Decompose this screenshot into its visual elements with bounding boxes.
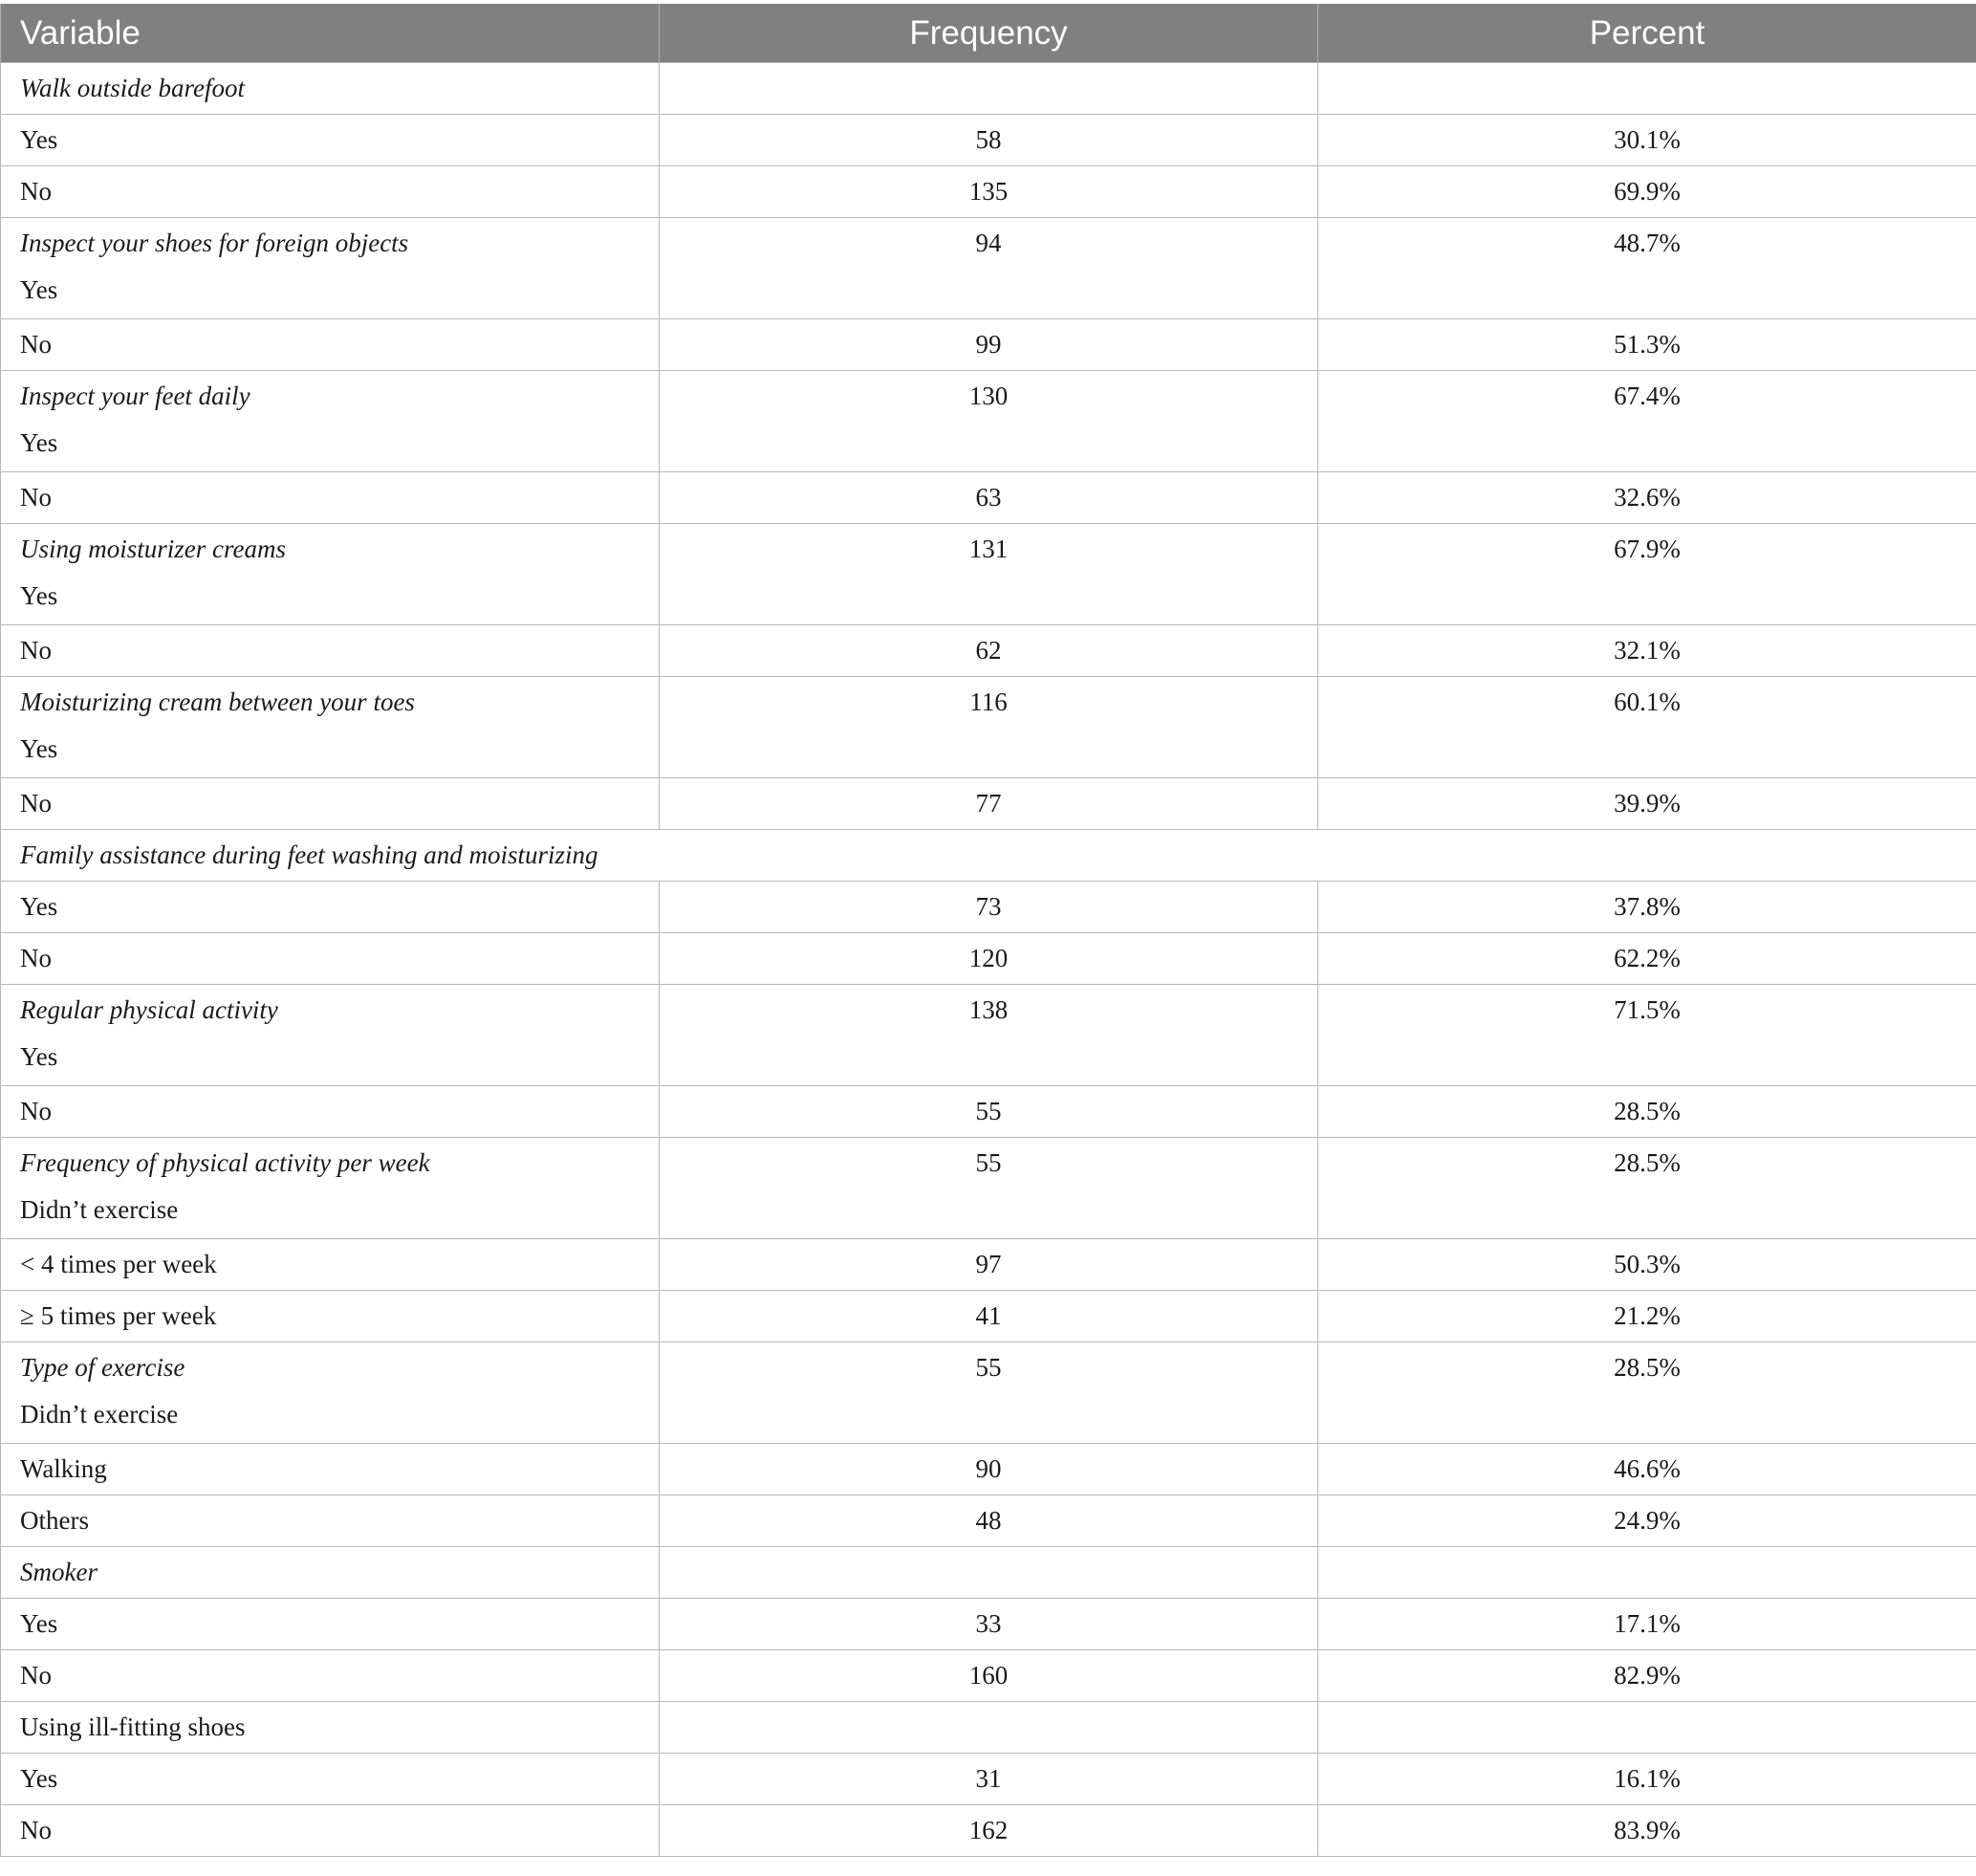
row-label: Walking — [20, 1454, 107, 1483]
category-label: Frequency of physical activity per week — [20, 1148, 430, 1177]
row-label: Yes — [20, 125, 58, 154]
variable-cell — [1, 218, 660, 319]
variable-cell — [1, 1702, 660, 1754]
variable-cell — [1, 1754, 660, 1805]
frequency-cell — [660, 1702, 1318, 1754]
row-label: Yes — [20, 892, 58, 921]
variable-cell — [1, 472, 660, 524]
frequency-cell: 97 — [660, 1239, 1318, 1291]
row-label: < 4 times per week — [20, 1250, 217, 1278]
variable-cell — [1, 1239, 660, 1291]
variable-cell — [1, 1805, 660, 1857]
row-sublabel: Yes — [20, 428, 58, 457]
percent-cell: 50.3% — [1318, 1239, 1976, 1291]
percent-cell: 82.9% — [1318, 1650, 1976, 1702]
row-label: ≥ 5 times per week — [20, 1301, 217, 1330]
row-label: Yes — [20, 1764, 58, 1793]
frequency-cell: 73 — [660, 882, 1318, 933]
table-row — [1, 319, 1976, 371]
variable-cell — [1, 830, 1976, 882]
table-row — [1, 524, 1976, 625]
row-label: No — [20, 1097, 52, 1125]
percent-cell: 32.1% — [1318, 625, 1976, 677]
category-label: Using moisturizer creams — [20, 534, 287, 563]
variable-cell — [1, 166, 660, 218]
row-label: No — [20, 1816, 52, 1844]
percent-cell: 28.5% — [1318, 1342, 1976, 1444]
variable-cell — [1, 1599, 660, 1650]
variable-cell — [1, 1342, 660, 1444]
table-body — [1, 63, 1976, 1857]
percent-cell: 37.8% — [1318, 882, 1976, 933]
row-label: No — [20, 177, 52, 206]
variable-cell — [1, 1650, 660, 1702]
table-row — [1, 1239, 1976, 1291]
percent-cell: 83.9% — [1318, 1805, 1976, 1857]
table-row — [1, 778, 1976, 830]
table-row — [1, 625, 1976, 677]
variable-cell — [1, 1547, 660, 1599]
frequency-cell — [660, 63, 1318, 115]
percent-cell: 71.5% — [1318, 985, 1976, 1086]
percent-cell: 46.6% — [1318, 1444, 1976, 1495]
table-row — [1, 1754, 1976, 1805]
percent-cell: 28.5% — [1318, 1138, 1976, 1239]
frequency-cell: 31 — [660, 1754, 1318, 1805]
table-row — [1, 1086, 1976, 1138]
category-label: Inspect your feet daily — [20, 382, 250, 410]
frequency-cell: 94 — [660, 218, 1318, 319]
table-row — [1, 472, 1976, 524]
row-label: No — [20, 636, 52, 665]
variable-cell — [1, 524, 660, 625]
category-label: Moisturizing cream between your toes — [20, 687, 415, 716]
percent-cell — [1318, 1702, 1976, 1754]
variable-cell — [1, 1444, 660, 1495]
percent-cell: 67.4% — [1318, 371, 1976, 472]
variable-cell — [1, 371, 660, 472]
table-row — [1, 1495, 1976, 1547]
percent-cell: 16.1% — [1318, 1754, 1976, 1805]
table-header — [1, 4, 1976, 63]
table-row — [1, 1599, 1976, 1650]
row-sublabel: Yes — [20, 581, 58, 610]
table-row — [1, 1805, 1976, 1857]
table-row — [1, 1547, 1976, 1599]
frequency-cell: 120 — [660, 933, 1318, 985]
row-label: Others — [20, 1506, 89, 1535]
row-label: Using ill-fitting shoes — [20, 1712, 246, 1741]
percent-cell — [1318, 63, 1976, 115]
row-label: No — [20, 1661, 52, 1690]
percent-cell — [1318, 1547, 1976, 1599]
frequency-cell: 55 — [660, 1086, 1318, 1138]
header-percent: Percent — [1318, 4, 1976, 63]
table-row — [1, 115, 1976, 166]
category-label: Regular physical activity — [20, 995, 278, 1024]
frequency-cell: 41 — [660, 1291, 1318, 1342]
percent-cell: 30.1% — [1318, 115, 1976, 166]
variable-cell — [1, 63, 660, 115]
percent-cell: 60.1% — [1318, 677, 1976, 778]
table-row — [1, 1291, 1976, 1342]
category-label: Walk outside barefoot — [20, 74, 245, 102]
table-row — [1, 63, 1976, 115]
category-label: Family assistance during feet washing and moisturizing — [20, 840, 598, 869]
category-label: Type of exercise — [20, 1353, 185, 1382]
frequency-cell: 63 — [660, 472, 1318, 524]
frequency-cell — [660, 1547, 1318, 1599]
table-row — [1, 830, 1976, 882]
percent-cell: 24.9% — [1318, 1495, 1976, 1547]
table-row — [1, 371, 1976, 472]
percent-cell: 67.9% — [1318, 524, 1976, 625]
percent-cell: 39.9% — [1318, 778, 1976, 830]
frequency-cell: 116 — [660, 677, 1318, 778]
header-frequency: Frequency — [660, 4, 1318, 63]
variable-cell — [1, 1291, 660, 1342]
frequency-cell: 99 — [660, 319, 1318, 371]
variable-cell — [1, 985, 660, 1086]
variable-cell — [1, 625, 660, 677]
table-row — [1, 882, 1976, 933]
table-row — [1, 1702, 1976, 1754]
frequency-cell: 33 — [660, 1599, 1318, 1650]
category-label: Smoker — [20, 1558, 98, 1586]
row-label: No — [20, 483, 52, 512]
variable-cell — [1, 319, 660, 371]
variable-cell — [1, 933, 660, 985]
results-table — [0, 4, 1976, 1857]
frequency-cell: 90 — [660, 1444, 1318, 1495]
table-row — [1, 1138, 1976, 1239]
percent-cell: 17.1% — [1318, 1599, 1976, 1650]
table-row — [1, 166, 1976, 218]
frequency-cell: 130 — [660, 371, 1318, 472]
percent-cell: 69.9% — [1318, 166, 1976, 218]
frequency-cell: 77 — [660, 778, 1318, 830]
header-row — [1, 4, 1976, 63]
frequency-cell: 162 — [660, 1805, 1318, 1857]
table-row — [1, 218, 1976, 319]
frequency-cell: 58 — [660, 115, 1318, 166]
variable-cell — [1, 778, 660, 830]
percent-cell: 48.7% — [1318, 218, 1976, 319]
percent-cell: 28.5% — [1318, 1086, 1976, 1138]
frequency-cell: 55 — [660, 1342, 1318, 1444]
row-label: No — [20, 330, 52, 359]
table-row — [1, 677, 1976, 778]
row-label: No — [20, 789, 52, 818]
row-sublabel: Yes — [20, 1042, 58, 1071]
variable-cell — [1, 1138, 660, 1239]
percent-cell: 51.3% — [1318, 319, 1976, 371]
variable-cell — [1, 882, 660, 933]
row-sublabel: Yes — [20, 734, 58, 763]
frequency-cell: 62 — [660, 625, 1318, 677]
percent-cell: 21.2% — [1318, 1291, 1976, 1342]
frequency-cell: 160 — [660, 1650, 1318, 1702]
percent-cell: 32.6% — [1318, 472, 1976, 524]
table-row — [1, 985, 1976, 1086]
table-row — [1, 933, 1976, 985]
variable-cell — [1, 1495, 660, 1547]
variable-cell — [1, 115, 660, 166]
table-row — [1, 1444, 1976, 1495]
category-label: Inspect your shoes for foreign objects — [20, 229, 409, 257]
row-sublabel: Yes — [20, 275, 58, 304]
frequency-cell: 48 — [660, 1495, 1318, 1547]
frequency-cell: 55 — [660, 1138, 1318, 1239]
row-sublabel: Didn’t exercise — [20, 1400, 179, 1429]
row-label: Yes — [20, 1609, 58, 1638]
variable-cell — [1, 677, 660, 778]
variable-cell — [1, 1086, 660, 1138]
table-row — [1, 1650, 1976, 1702]
frequency-cell: 138 — [660, 985, 1318, 1086]
row-label: No — [20, 944, 52, 972]
header-variable: Variable — [1, 4, 660, 63]
frequency-cell: 135 — [660, 166, 1318, 218]
table-row — [1, 1342, 1976, 1444]
percent-cell: 62.2% — [1318, 933, 1976, 985]
row-sublabel: Didn’t exercise — [20, 1195, 179, 1224]
frequency-cell: 131 — [660, 524, 1318, 625]
